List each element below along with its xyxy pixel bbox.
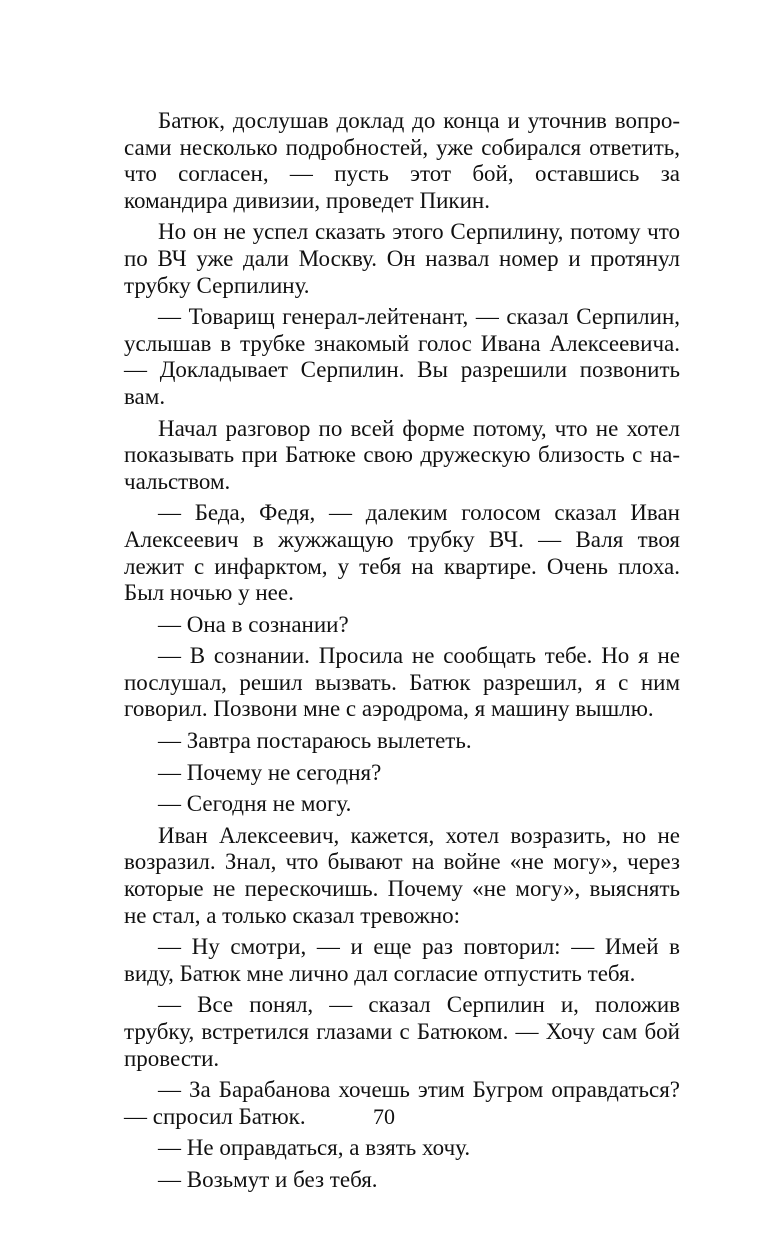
paragraph: Батюк, дослушав доклад до конца и уточнив вопросами несколько подробностей, уже собирался ответить, что согласен, — пусть этот бой, оставшись за командира дивизии, проведет Пикин. xyxy=(124,108,680,213)
paragraph: — Товарищ генерал-лейтенант, — сказал Серпилин, услышав в трубке знакомый голос Ивана Алексеевича. — Докладывает Серпилин. Вы разрешили позвонить вам. xyxy=(124,304,680,409)
paragraph: — В сознании. Просила не сообщать тебе. Но я не послушал, решил вызвать. Батюк разрешил, я с ним говорил. Позвони мне с аэродрома, я машину вышлю. xyxy=(124,643,680,722)
paragraph: — Все понял, — сказал Серпилин и, положив трубку, встретился глазами с Батюком. — Хочу сам бой провести. xyxy=(124,992,680,1071)
paragraph: — Не оправдаться, а взять хочу. xyxy=(158,1135,471,1161)
paragraph: — Завтра постараюсь вылететь. xyxy=(158,728,472,754)
paragraph: — Беда, Федя, — далеким голосом сказал Иван Алексеевич в жужжащую трубку ВЧ. — Валя твоя лежит с инфарктом, у тебя на квартире. Очень плоха. Был ночью у нее. xyxy=(124,500,680,606)
paragraph: — Она в сознании? xyxy=(158,611,349,637)
page-number: 70 xyxy=(373,1104,395,1129)
paragraph: — За Барабанова хочешь этим Бугром оправдаться? — спросил Батюк. xyxy=(124,1077,680,1129)
paragraph: — Почему не сегодня? xyxy=(158,759,382,785)
paragraph: — Ну смотри, — и еще раз повторил: — Имей в виду, Батюк мне лично дал согласие отпустить тебя. xyxy=(124,934,680,986)
paragraph: Иван Алексеевич, кажется, хотел возразить, но не возразил. Знал, что бывают на войне «не могу», через которые не перескочишь. Почему «не могу», выяснять не стал, а только сказал тревожно: xyxy=(124,822,680,928)
paragraph: Но он не успел сказать этого Серпилину, потому что по ВЧ уже дали Москву. Он назвал номер и протянул трубку Серпилину. xyxy=(124,219,680,298)
paragraph: Начал разговор по всей форме потому, что не хотел показывать при Батюке свою дружескую близость с начальством. xyxy=(124,415,680,494)
paragraph: — Сегодня не могу. xyxy=(158,791,352,817)
paragraph: — Возьмут и без тебя. xyxy=(158,1166,378,1192)
page-text xyxy=(124,108,680,1199)
